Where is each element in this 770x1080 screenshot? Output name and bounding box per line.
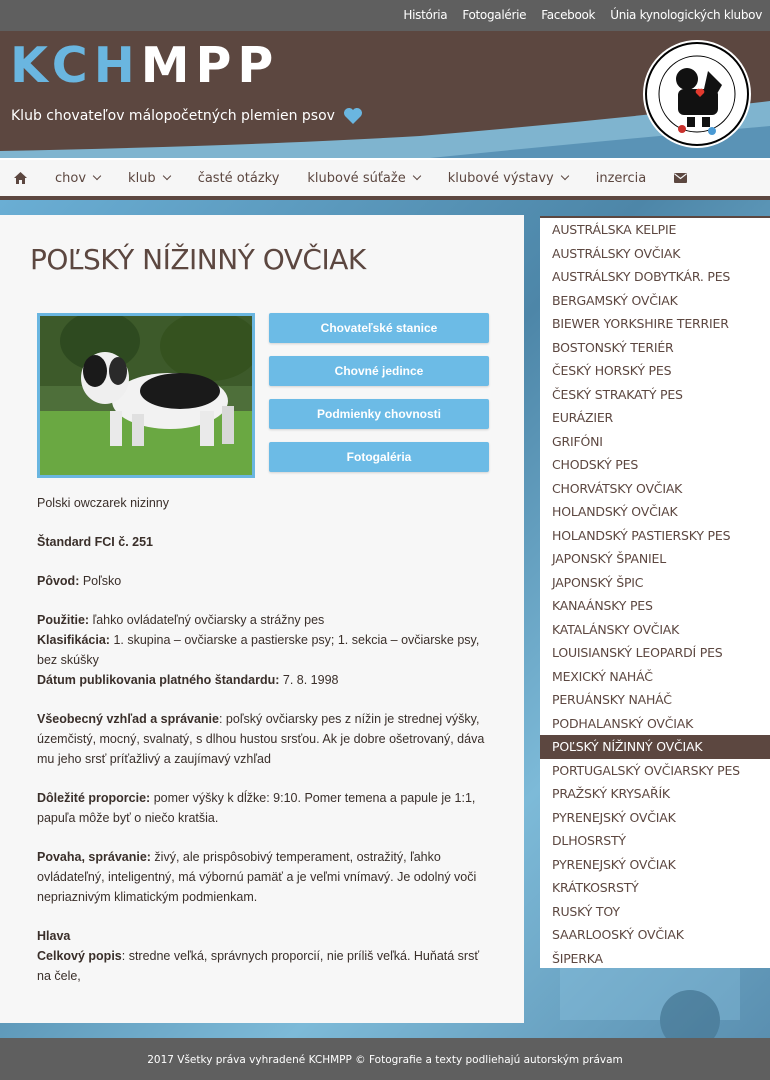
gallery-button[interactable]: Fotogaléria [269,442,489,472]
class-value: 1. skupina – ovčiarske a pastierske psy; 1. sekcia – ovčiarske psy, bez skúšky [37,633,480,667]
proportions-paragraph [37,788,487,828]
sidebar-item-australsky-ovciak[interactable]: AUSTRÁLSKY OVČIAK [552,245,681,261]
prop-value: pomer výšky k dĺžke: 9:10. Pomer temena a papule je 1:1, papuľa môže byť o niečo kratšia. [37,791,476,825]
breed-sidebar [540,216,770,968]
tagline [11,107,363,125]
club-emblem-icon[interactable] [642,39,752,149]
sidebar-item-japonsky-spaniel[interactable]: JAPONSKÝ ŠPANIEL [552,551,666,566]
general-value: : poľský ovčiarsky pes z nížin je strednej výšky, územčistý, mocný, svalnatý, s dlhou hustou srsťou. Ak je dobre ošetrovaný, dáva mu jeho srsť príťažlivý a zaujímavý vzhľad [37,712,485,766]
dog-photo-image [40,316,252,475]
breed-photo[interactable] [37,313,255,478]
sidebar-item-grifoni[interactable]: GRIFÓNI [552,433,603,449]
sidebar-item-bostonsky-terier[interactable]: BOSTONSKÝ TERIÉR [552,339,674,355]
sidebar-item-kanaansky-pes[interactable]: KANAÁNSKY PES [552,598,653,613]
class-label: Klasifikácia: [37,633,110,647]
fci-standard [37,532,487,552]
sidebar-item-katalansky-ovciak[interactable]: KATALÁNSKY OVČIAK [552,621,680,637]
sidebar-item-australsky-dobytkar[interactable]: AUSTRÁLSKY DOBYTKÁR. PES [552,269,731,284]
sidebar-item-holandsky-ovciak[interactable]: HOLANDSKÝ OVČIAK [552,504,678,519]
nav-chov[interactable] [41,160,114,196]
nav-caste-otazky-label: časté otázky [197,170,280,186]
sidebar-item-prazsky-krysarik[interactable]: PRAŽSKÝ KRYSAŘÍK [552,786,670,801]
sidebar-item-eurazier[interactable]: EURÁZIER [552,410,614,425]
temperament-paragraph [37,847,487,907]
sidebar-item-peruansky-nahac[interactable]: PERUÁNSKY NAHÁČ [552,692,672,707]
nav-klub[interactable] [114,160,184,196]
chevron-down-icon [93,172,101,180]
tagline-text: Klub chovateľov málopočetných plemien psov [11,108,335,124]
temper-value: živý, ale prispôsobivý temperament, ostražitý, ľahko ovládateľný, inteligentný, má výbornú pamäť a je veľmi vnímavý. Je odolný voči nepriaznivým klimatickým podmienkam. [37,850,477,904]
use-value: ľahko ovládateľný ovčiarsky a strážny pes [89,613,325,627]
sidebar-item-japonsky-spic[interactable]: JAPONSKÝ ŠPIC [552,574,644,590]
date-value: 7. 8. 1998 [279,673,339,687]
sidebar-item-kratkosrsty[interactable]: KRÁTKOSRSTÝ [552,880,639,895]
breeding-conditions-button[interactable]: Podmienky chovnosti [269,399,489,429]
chevron-down-icon [561,172,569,180]
main-nav [0,158,770,200]
sidebar-item-mexicky-nahac[interactable]: MEXICKÝ NAHÁČ [552,668,653,684]
nav-klubove-sutaze-label: klubové súťaže [307,170,406,186]
top-link-facebook[interactable]: Facebook [541,8,596,22]
envelope-icon [674,173,687,183]
origin-value: Poľsko [79,574,122,588]
sidebar-item-dlhosrsty[interactable]: DLHOSRSTÝ [552,833,626,848]
use-label: Použitie: [37,613,90,627]
nav-klubove-vystavy[interactable] [434,160,582,196]
top-links [403,8,762,22]
site-logo[interactable] [10,37,279,94]
sidebar-item-biewer-yorkshire[interactable]: BIEWER YORKSHIRE TERRIER [552,316,729,331]
overall-label: Celkový popis [37,949,122,963]
top-bar [0,0,770,31]
main-content [0,215,524,1023]
top-link-historia[interactable]: História [403,8,448,22]
nav-klub-label: klub [128,170,156,186]
breeding-dogs-button[interactable]: Chovné jedince [269,356,489,386]
origin-paragraph [37,571,487,591]
head-paragraph [37,926,487,986]
prop-label: Dôležité proporcie: [37,791,151,805]
sidebar-item-cesky-horsky-pes[interactable]: ČESKÝ HORSKÝ PES [552,363,672,378]
site-footer [0,1038,770,1080]
sidebar-item-louisiansky-leopardi[interactable]: LOUISIANSKÝ LEOPARDÍ PES [552,645,723,660]
breed-description [37,493,487,1005]
nav-caste-otazky[interactable] [184,160,294,196]
chevron-down-icon [162,172,170,180]
nav-contact[interactable] [660,160,701,196]
logo-part-1: KCH [10,37,141,94]
sidebar-item-bergamsky-ovciak[interactable]: BERGAMSKÝ OVČIAK [552,292,678,308]
breeders-button[interactable]: Chovateľské stanice [269,313,489,343]
general-label: Všeobecný vzhľad a správanie [37,712,219,726]
nav-inzercia[interactable] [582,160,660,196]
nav-klubove-sutaze[interactable] [293,160,433,196]
temper-label: Povaha, správanie: [37,850,151,864]
sidebar-item-australska-kelpie[interactable]: AUSTRÁLSKA KELPIE [552,222,677,237]
breed-buttons [269,313,489,485]
sidebar-item-podhalansky-ovciak[interactable]: PODHALANSKÝ OVČIAK [552,715,694,731]
sidebar-item-chodsky-pes[interactable]: CHODSKÝ PES [552,457,639,472]
general-paragraph [37,709,487,769]
nav-home[interactable] [0,160,41,196]
chevron-down-icon [412,172,420,180]
nav-inzercia-label: inzercia [595,170,647,186]
sidebar-item-chorvatsky-ovciak[interactable]: CHORVÁTSKY OVČIAK [552,480,683,496]
nav-klubove-vystavy-label: klubové výstavy [447,170,554,186]
sidebar-item-polsky-nizinny-ovciak[interactable]: POĽSKÝ NÍŽINNÝ OVČIAK [540,735,770,759]
sidebar-item-pyrenejsky-ovciak-1[interactable]: PYRENEJSKÝ OVČIAK [552,809,676,825]
overall-value: : stredne veľká, správnych proporcií, nie príliš veľká. Huňatá srsť na čele, [37,949,480,983]
top-link-unia[interactable]: Únia kynologických klubov [610,8,762,22]
sidebar-item-portugalsky-ovciarsky[interactable]: PORTUGALSKÝ OVČIARSKY PES [552,762,740,778]
sidebar-item-pyrenejsky-ovciak-2[interactable]: PYRENEJSKÝ OVČIAK [552,856,676,872]
sidebar-item-cesky-strakaty-pes[interactable]: ČESKÝ STRAKATÝ PES [552,386,683,402]
nav-chov-label: chov [55,170,87,186]
page-title: POĽSKÝ NÍŽINNÝ OVČIAK [30,243,366,276]
date-label: Dátum publikovania platného štandardu: [37,673,280,687]
origin-label: Pôvod: [37,574,80,588]
top-link-fotogalerie[interactable]: Fotogalérie [462,8,527,22]
sidebar-item-rusky-toy[interactable]: RUSKÝ TOY [552,903,620,919]
footer-text: 2017 Všetky práva vyhradené KCHMPP © Fotografie a texty podliehajú autorským právam [147,1054,623,1066]
home-icon [14,172,27,184]
sidebar-item-saarloosky-ovciak[interactable]: SAARLOOSKÝ OVČIAK [552,927,684,942]
sidebar-item-holandsky-pastiersky[interactable]: HOLANDSKÝ PASTIERSKY PES [552,527,731,543]
sidebar-item-siperka[interactable]: ŠIPERKA [552,950,603,966]
head-label: Hlava [37,929,71,943]
logo-part-2: MPP [140,37,280,94]
site-header [0,31,770,158]
heart-icon [343,107,363,125]
fci-standard-text: Štandard FCI č. 251 [37,535,154,549]
usage-paragraph [37,610,487,690]
breed-native-name: Polski owczarek nizinny [37,496,169,510]
